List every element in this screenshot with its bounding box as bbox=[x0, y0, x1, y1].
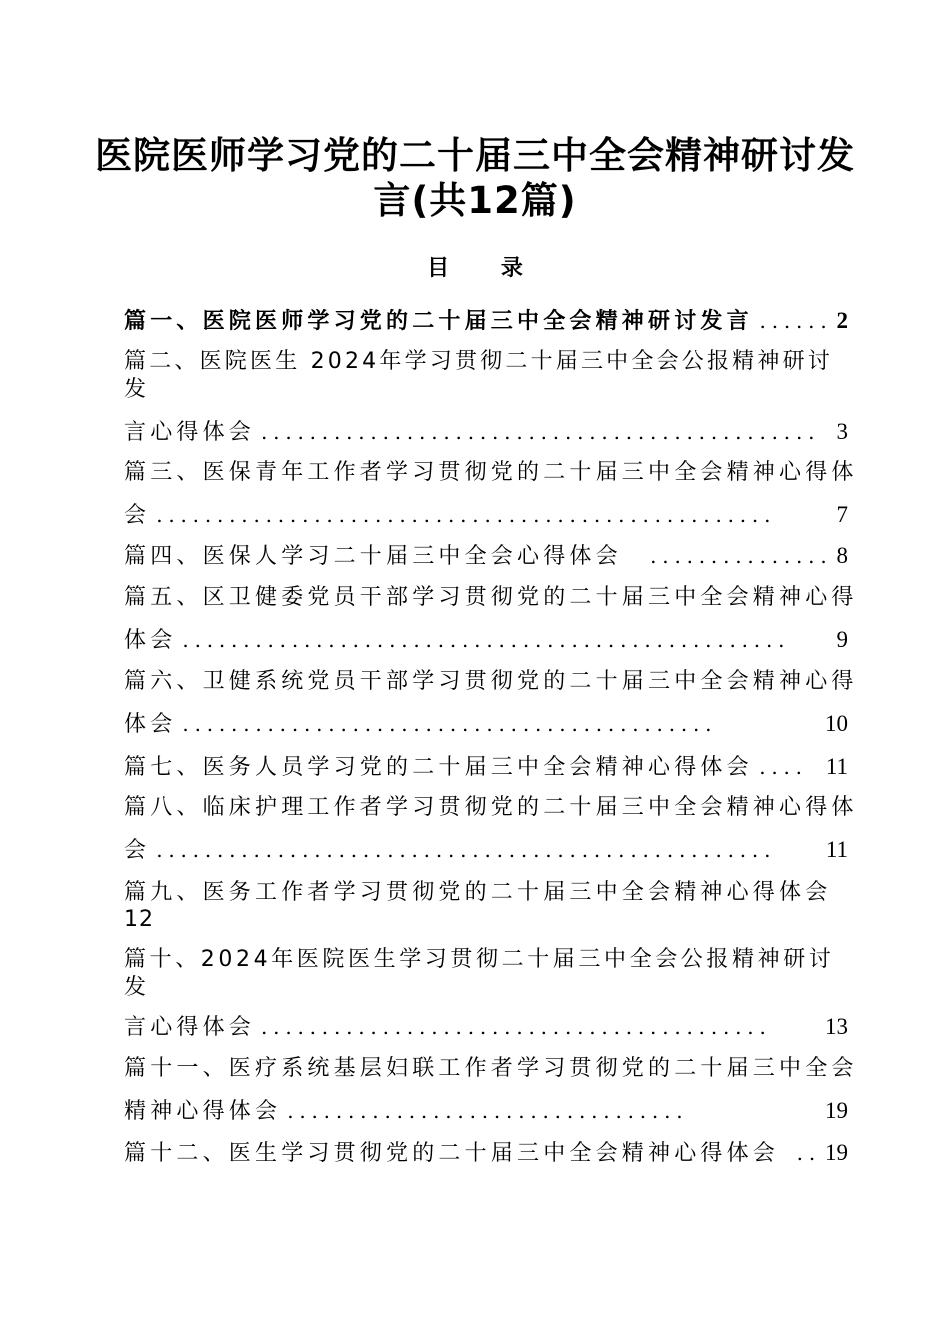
toc-item-2-title-line-2: 发 bbox=[124, 377, 151, 402]
toc-item-10-title-line-3: 言心得体会 bbox=[124, 1015, 256, 1040]
toc-item-7-leader: .... bbox=[759, 755, 808, 779]
toc-item-11-line-2[interactable] bbox=[124, 1096, 848, 1127]
toc-item-12-leader: .. bbox=[796, 1141, 821, 1165]
toc-item-7-page: 11 bbox=[825, 754, 848, 779]
toc-item-3-leader: ................................................... bbox=[156, 503, 777, 527]
toc-item-7[interactable] bbox=[124, 752, 848, 783]
toc-item-11-title-line-2: 精神心得体会 bbox=[124, 1099, 282, 1124]
toc-item-8-title-line-1: 篇八、临床护理工作者学习贯彻党的二十届三中全会精神心得体 bbox=[124, 795, 858, 820]
toc-item-11-title-line-1: 篇十一、医疗系统基层妇联工作者学习贯彻党的二十届三中全会 bbox=[124, 1056, 858, 1081]
toc-item-5-line-2[interactable] bbox=[124, 625, 848, 656]
toc-item-8-leader: ................................................... bbox=[156, 838, 777, 862]
toc-heading: 目 录 bbox=[427, 256, 545, 281]
toc-item-3-line-2[interactable] bbox=[124, 500, 848, 531]
toc-item-2-line-3[interactable] bbox=[124, 417, 848, 448]
toc-item-6-line-1[interactable] bbox=[124, 667, 858, 697]
toc-item-4-title: 篇四、医保人学习二十届三中全会心得体会 bbox=[124, 544, 622, 569]
toc-item-10-title-line-2: 发 bbox=[124, 975, 151, 1000]
document-title-line-2: 言(共12篇) bbox=[373, 179, 577, 222]
toc-item-6-leader: ............................................ bbox=[182, 712, 718, 736]
toc-item-4-page: 8 bbox=[836, 543, 848, 568]
toc-item-6-page: 10 bbox=[825, 711, 848, 736]
toc-item-11-page: 19 bbox=[825, 1098, 848, 1123]
toc-item-12-title: 篇十二、医生学习贯彻党的二十届三中全会精神心得体会 bbox=[124, 1141, 780, 1166]
toc-item-8-title-line-2: 会 bbox=[124, 838, 151, 863]
toc-item-1-title: 篇一、医院医师学习党的二十届三中全会精神研讨发言 bbox=[124, 309, 753, 334]
toc-item-1-leader: ...... bbox=[759, 309, 833, 333]
toc-item-7-title: 篇七、医务人员学习党的二十届三中全会精神心得体会 bbox=[124, 755, 753, 780]
toc-item-8-page: 11 bbox=[825, 837, 848, 862]
toc-item-3-line-1[interactable] bbox=[124, 458, 858, 488]
toc-item-10-leader: .......................................... bbox=[261, 1015, 772, 1039]
toc-item-10-title-line-1: 篇十、2024年医院医生学习贯彻二十届三中全会公报精神研讨 bbox=[124, 947, 835, 972]
toc-item-12[interactable] bbox=[124, 1138, 848, 1169]
toc-item-8-line-2[interactable] bbox=[124, 835, 848, 866]
toc-item-1[interactable] bbox=[124, 306, 848, 337]
toc-item-2-page: 3 bbox=[836, 419, 848, 444]
toc-item-10-line-1[interactable] bbox=[124, 945, 848, 975]
toc-item-6-line-2[interactable] bbox=[124, 709, 848, 740]
toc-item-12-page: 19 bbox=[825, 1140, 848, 1165]
toc-item-2-title-line-3: 言心得体会 bbox=[124, 420, 256, 445]
toc-item-9-line-2[interactable] bbox=[124, 905, 848, 935]
toc-item-3-title-line-2: 会 bbox=[124, 503, 151, 528]
toc-item-9-line-1[interactable] bbox=[124, 878, 848, 908]
toc-item-6-title-line-2: 体会 bbox=[124, 712, 177, 737]
toc-item-5-line-1[interactable] bbox=[124, 583, 858, 613]
toc-item-5-title-line-2: 体会 bbox=[124, 628, 177, 653]
toc-item-3-title-line-1: 篇三、医保青年工作者学习贯彻党的二十届三中全会精神心得体 bbox=[124, 460, 858, 485]
toc-item-2-line-1[interactable] bbox=[124, 347, 848, 377]
toc-item-3-page: 7 bbox=[836, 502, 848, 527]
toc-item-2-line-2[interactable] bbox=[124, 375, 848, 405]
toc-item-4[interactable] bbox=[124, 541, 848, 572]
toc-item-11-line-1[interactable] bbox=[124, 1054, 858, 1084]
toc-item-10-line-2[interactable] bbox=[124, 973, 848, 1003]
toc-item-10-line-3[interactable] bbox=[124, 1012, 848, 1043]
toc-item-5-leader: .................................................. bbox=[182, 628, 791, 652]
toc-item-5-title-line-1: 篇五、区卫健委党员干部学习贯彻党的二十届三中全会精神心得 bbox=[124, 585, 858, 610]
toc-item-4-leader: ............... bbox=[650, 544, 833, 568]
toc-item-9-title-line-1: 篇九、医务工作者学习贯彻党的二十届三中全会精神心得体会 bbox=[124, 880, 832, 905]
toc-item-10-page: 13 bbox=[825, 1014, 848, 1039]
toc-item-8-line-1[interactable] bbox=[124, 793, 858, 823]
toc-item-11-leader: ................................. bbox=[287, 1099, 689, 1123]
toc-item-2-title-line-1: 篇二、医院医生 2024年学习贯彻二十届三中全会公报精神研讨 bbox=[124, 349, 833, 374]
toc-item-5-page: 9 bbox=[836, 627, 848, 652]
document-title-line-1: 医院医师学习党的二十届三中全会精神研讨发 bbox=[95, 134, 855, 177]
toc-item-2-leader: .............................................. bbox=[261, 420, 821, 444]
toc-item-6-title-line-1: 篇六、卫健系统党员干部学习贯彻党的二十届三中全会精神心得 bbox=[124, 669, 858, 694]
toc-item-1-page: 2 bbox=[836, 308, 848, 333]
toc-item-9-page: 12 bbox=[124, 907, 154, 932]
